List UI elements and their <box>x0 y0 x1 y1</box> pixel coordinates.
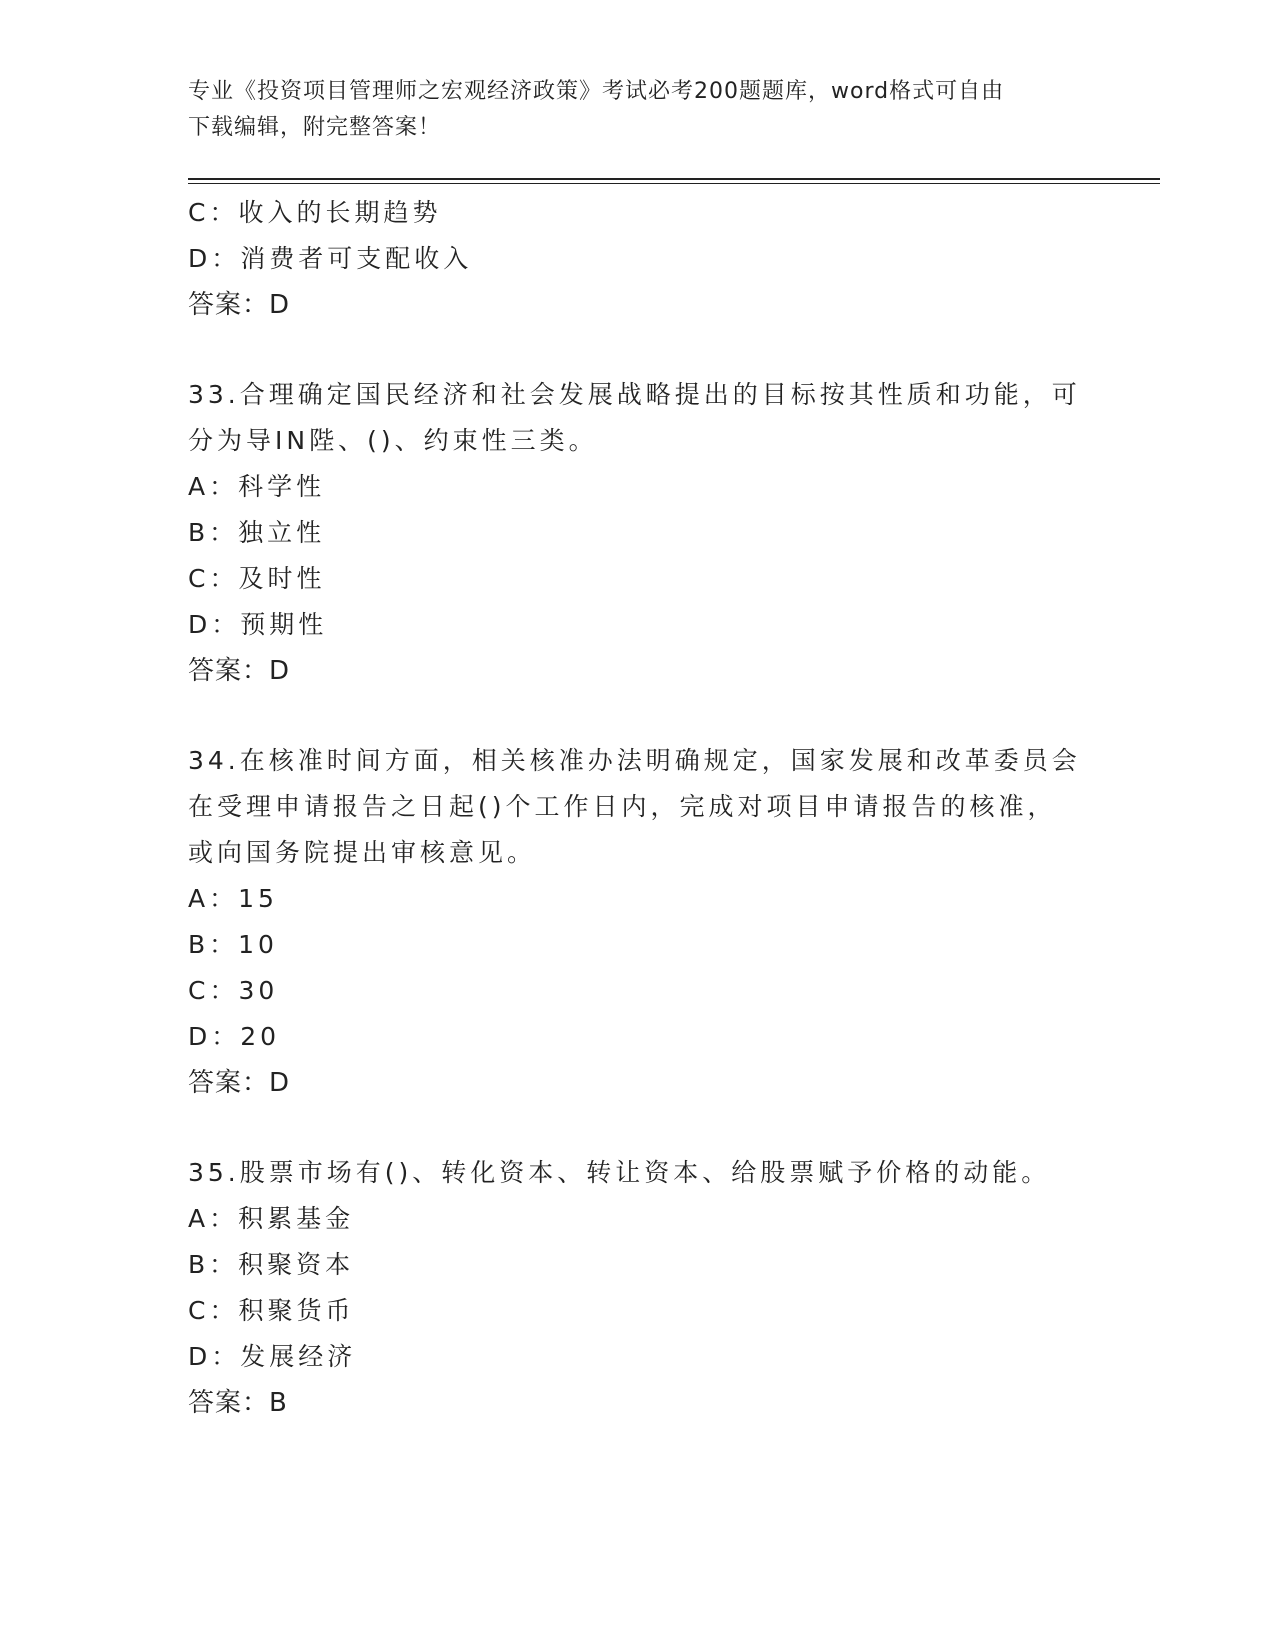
option-c: C：积聚货币 <box>188 1296 355 1325</box>
option-d: D：预期性 <box>188 610 328 639</box>
answer-line: 答案：B <box>188 1388 288 1418</box>
answer-line: 答案：D <box>188 290 291 320</box>
question-stem-line: 34.在核准时间方面，相关核准办法明确规定，国家发展和改革委员会 <box>188 746 1081 775</box>
option-a: A：积累基金 <box>188 1204 355 1233</box>
option-b: B：10 <box>188 930 278 959</box>
option-c: C：及时性 <box>188 564 326 593</box>
option-c: C：收入的长期趋势 <box>188 198 442 227</box>
document-header <box>188 74 1088 146</box>
header-line-2: 下载编辑，附完整答案！ <box>188 115 442 140</box>
option-a: A：15 <box>188 884 278 913</box>
continued-question <box>188 190 1088 328</box>
answer-line: 答案：D <box>188 1068 291 1098</box>
question-stem-line: 33.合理确定国民经济和社会发展战略提出的目标按其性质和功能，可 <box>188 380 1081 409</box>
question-34 <box>188 738 1088 1106</box>
question-content <box>188 190 1088 1426</box>
option-d: D：消费者可支配收入 <box>188 244 473 273</box>
question-35 <box>188 1150 1088 1426</box>
question-33 <box>188 372 1088 694</box>
option-b: B：独立性 <box>188 518 326 547</box>
answer-line: 答案：D <box>188 656 291 686</box>
question-stem-line: 分为导IN陛、()、约束性三类。 <box>188 426 598 455</box>
header-divider-thick <box>188 178 1160 180</box>
question-stem-line: 或向国务院提出审核意见。 <box>188 838 537 867</box>
question-stem-line: 在受理申请报告之日起()个工作日内，完成对项目申请报告的核准， <box>188 792 1057 821</box>
option-d: D：发展经济 <box>188 1342 357 1371</box>
header-line-1: 专业《投资项目管理师之宏观经济政策》考试必考200题题库，word格式可自由 <box>188 79 1005 104</box>
header-divider-thin <box>188 183 1160 184</box>
question-stem-line: 35.股票市场有()、转化资本、转让资本、给股票赋予价格的动能。 <box>188 1158 1051 1187</box>
option-b: B：积聚资本 <box>188 1250 355 1279</box>
option-a: A：科学性 <box>188 472 326 501</box>
option-c: C：30 <box>188 976 279 1005</box>
option-d: D：20 <box>188 1022 281 1051</box>
